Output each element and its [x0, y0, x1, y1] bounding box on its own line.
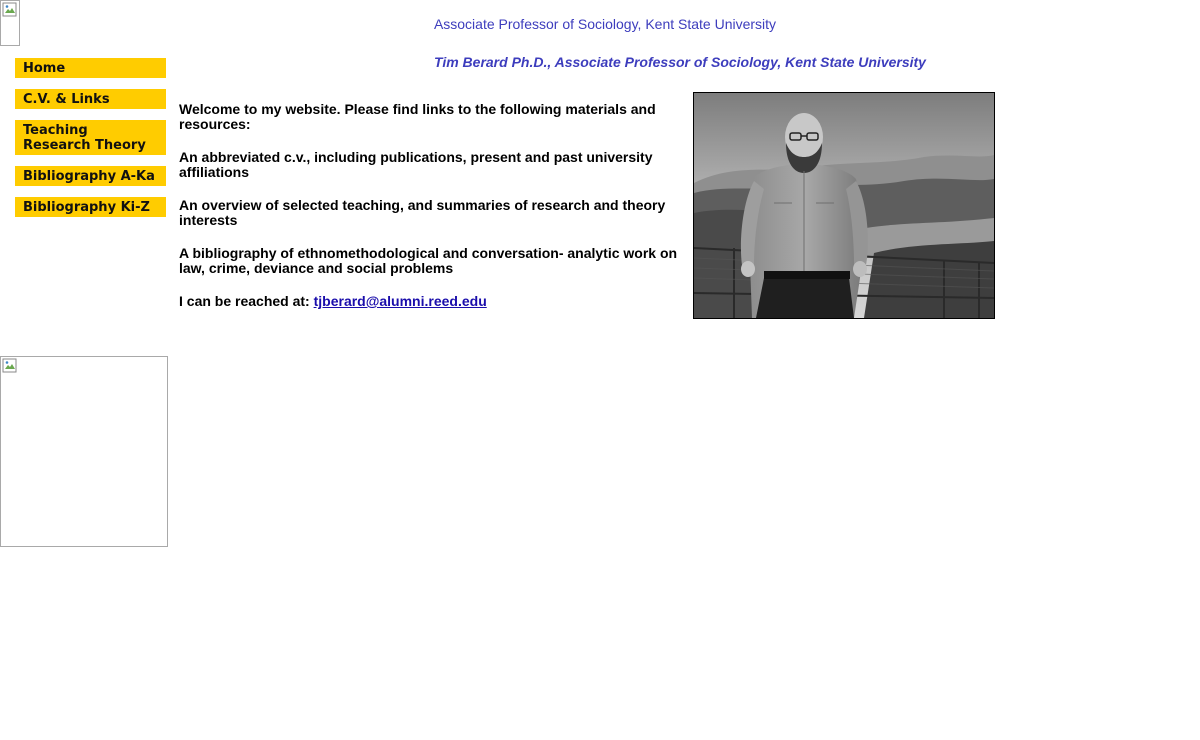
sidebar-nav: [15, 58, 166, 228]
broken-image-icon: [2, 358, 18, 374]
contact-email-link[interactable]: tjberard@alumni.reed.edu: [313, 293, 487, 309]
broken-image-icon: [2, 2, 18, 18]
site-tagline: Associate Professor of Sociology, Kent State University: [433, 16, 777, 32]
nav-item-bibliography-a-ka[interactable]: Bibliography A-Ka: [15, 166, 166, 186]
contact-prefix: I can be reached at:: [179, 293, 310, 309]
contact-line: [179, 294, 679, 309]
nav-item-teaching-research-theory[interactable]: Teaching Research Theory: [15, 120, 166, 155]
nav-item-bibliography-ki-z[interactable]: Bibliography Ki-Z: [15, 197, 166, 217]
sidebar-image: [0, 356, 168, 547]
logo-image: [0, 0, 20, 46]
cv-description: An abbreviated c.v., including publications, present and past university affiliations: [179, 149, 653, 180]
portrait-photo: [693, 92, 995, 319]
nav-item-home[interactable]: Home: [15, 58, 166, 78]
nav-item-cv-links[interactable]: C.V. & Links: [15, 89, 166, 109]
main-content: [179, 102, 679, 327]
bibliography-description: A bibliography of ethnomethodological and conversation- analytic work on law, crime, deviance and social problems: [179, 245, 678, 276]
teaching-description: An overview of selected teaching, and summaries of research and theory interests: [179, 197, 666, 228]
intro-text: Welcome to my website. Please find links to the following materials and resources:: [179, 101, 656, 132]
page-title: Tim Berard Ph.D., Associate Professor of Sociology, Kent State University: [434, 54, 926, 70]
